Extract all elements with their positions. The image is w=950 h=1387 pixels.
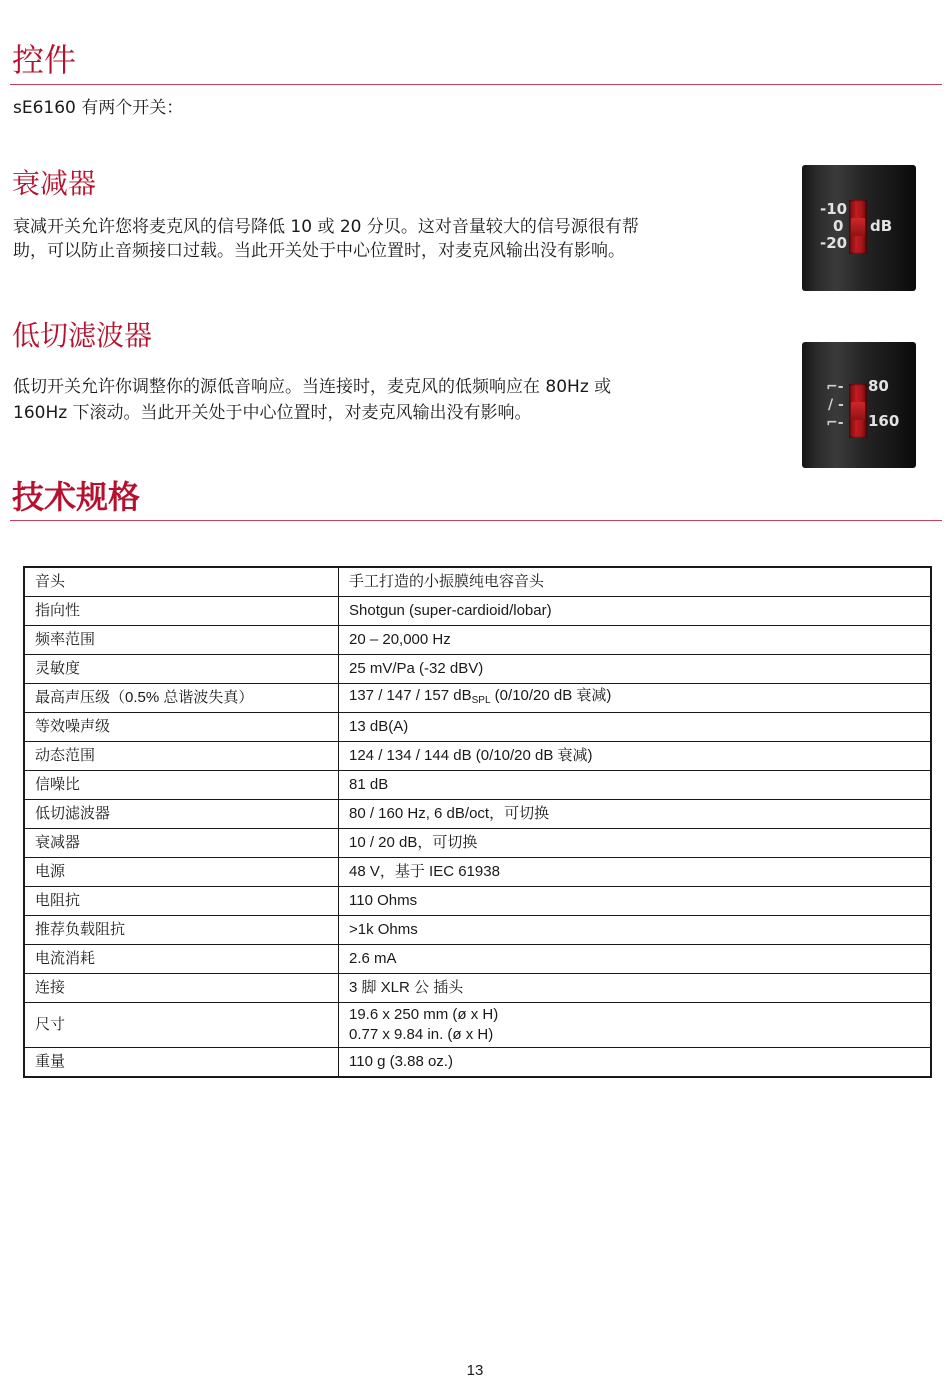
spec-value xyxy=(339,684,932,713)
table-row xyxy=(24,945,931,974)
spec-key: 等效噪声级 xyxy=(24,713,339,742)
spec-value: 110 g (3.88 oz.) xyxy=(339,1048,932,1078)
spec-value: 20 – 20,000 Hz xyxy=(339,626,932,655)
spec-value-subscript: SPL xyxy=(471,694,491,706)
page-number: 13 xyxy=(466,1362,484,1379)
specs-table xyxy=(23,566,932,1078)
spec-value xyxy=(339,1003,932,1048)
spec-value: 81 dB xyxy=(339,771,932,800)
attenuator-heading: 衰减器 xyxy=(12,167,97,200)
lowcut-text-line1: 低切开关允许你调整你的源低音响应。当连接时，麦克风的低频响应在 80Hz 或 xyxy=(13,377,612,397)
table-row xyxy=(24,887,931,916)
table-row xyxy=(24,655,931,684)
table-row xyxy=(24,771,931,800)
spec-key: 电源 xyxy=(24,858,339,887)
table-row xyxy=(24,916,931,945)
lowcut-label-top: 80 xyxy=(868,377,889,395)
table-row xyxy=(24,597,931,626)
spec-key: 频率范围 xyxy=(24,626,339,655)
specs-rule xyxy=(10,520,942,521)
spec-key: 灵敏度 xyxy=(24,655,339,684)
table-row xyxy=(24,626,931,655)
spec-value-line1: 19.6 x 250 mm (ø x H) xyxy=(349,1006,499,1023)
lowcut-curve-icon-top: ⌐‐ xyxy=(826,379,844,395)
spec-key: 衰减器 xyxy=(24,829,339,858)
table-row xyxy=(24,800,931,829)
spec-key: 音头 xyxy=(24,567,339,597)
lowcut-heading: 低切滤波器 xyxy=(12,319,153,352)
spec-value-line2: 0.77 x 9.84 in. (ø x H) xyxy=(349,1026,494,1043)
attenuator-label-bottom: -20 xyxy=(820,234,848,252)
spec-value: >1k Ohms xyxy=(339,916,932,945)
lowcut-label-bottom: 160 xyxy=(868,412,900,430)
spec-value: 80 / 160 Hz, 6 dB/oct，可切换 xyxy=(339,800,932,829)
spec-key: 最高声压级（0.5% 总谐波失真） xyxy=(24,684,339,713)
spec-value-tail: (0/10/20 dB 衰减) xyxy=(490,686,612,704)
lowcut-curve-icon-bottom: ⌐‐ xyxy=(826,415,844,431)
specs-heading: 技术规格 xyxy=(12,478,141,516)
spec-value: 48 V，基于 IEC 61938 xyxy=(339,858,932,887)
spec-key: 信噪比 xyxy=(24,771,339,800)
table-row xyxy=(24,829,931,858)
spec-value: 13 dB(A) xyxy=(339,713,932,742)
spec-value: 124 / 134 / 144 dB (0/10/20 dB 衰减) xyxy=(339,742,932,771)
controls-intro: sE6160 有两个开关： xyxy=(13,98,184,118)
attenuator-switch-knob xyxy=(851,218,865,236)
table-row xyxy=(24,713,931,742)
attenuator-label-unit: dB xyxy=(870,217,893,235)
attenuator-text-line2: 助，可以防止音频接口过载。当此开关处于中心位置时，对麦克风输出没有影响。 xyxy=(13,241,625,261)
spec-key: 重量 xyxy=(24,1048,339,1078)
spec-value: 25 mV/Pa (-32 dBV) xyxy=(339,655,932,684)
controls-rule xyxy=(10,84,942,85)
lowcut-text-line2: 160Hz 下滚动。当此开关处于中心位置时，对麦克风输出没有影响。 xyxy=(13,403,532,423)
table-row xyxy=(24,858,931,887)
spec-key: 低切滤波器 xyxy=(24,800,339,829)
attenuator-label-top: -10 xyxy=(820,200,848,218)
table-row xyxy=(24,684,931,713)
table-row xyxy=(24,974,931,1003)
lowcut-curve-icon-mid: / ‐ xyxy=(828,397,844,413)
lowcut-switch-knob xyxy=(851,402,865,420)
spec-key: 动态范围 xyxy=(24,742,339,771)
table-row xyxy=(24,567,931,597)
spec-key: 电阻抗 xyxy=(24,887,339,916)
spec-value: 2.6 mA xyxy=(339,945,932,974)
spec-key: 电流消耗 xyxy=(24,945,339,974)
spec-key: 推荐负载阻抗 xyxy=(24,916,339,945)
spec-value: 10 / 20 dB，可切换 xyxy=(339,829,932,858)
spec-value: 110 Ohms xyxy=(339,887,932,916)
spec-key: 指向性 xyxy=(24,597,339,626)
table-row xyxy=(24,1003,931,1048)
attenuator-label-mid: 0 xyxy=(833,217,844,235)
table-row xyxy=(24,1048,931,1078)
spec-key: 连接 xyxy=(24,974,339,1003)
lowcut-switch-image xyxy=(802,342,916,468)
spec-value: 3 脚 XLR 公 插头 xyxy=(339,974,932,1003)
controls-heading: 控件 xyxy=(12,41,77,79)
spec-key: 尺寸 xyxy=(24,1003,339,1048)
spec-value: 手工打造的小振膜纯电容音头 xyxy=(339,567,932,597)
spec-value-main: 137 / 147 / 157 dB xyxy=(349,686,472,704)
spec-value: Shotgun (super-cardioid/lobar) xyxy=(339,597,932,626)
table-row xyxy=(24,742,931,771)
attenuator-text-line1: 衰减开关允许您将麦克风的信号降低 10 或 20 分贝。这对音量较大的信号源很有帮 xyxy=(13,217,639,237)
attenuator-switch-image xyxy=(802,165,916,291)
